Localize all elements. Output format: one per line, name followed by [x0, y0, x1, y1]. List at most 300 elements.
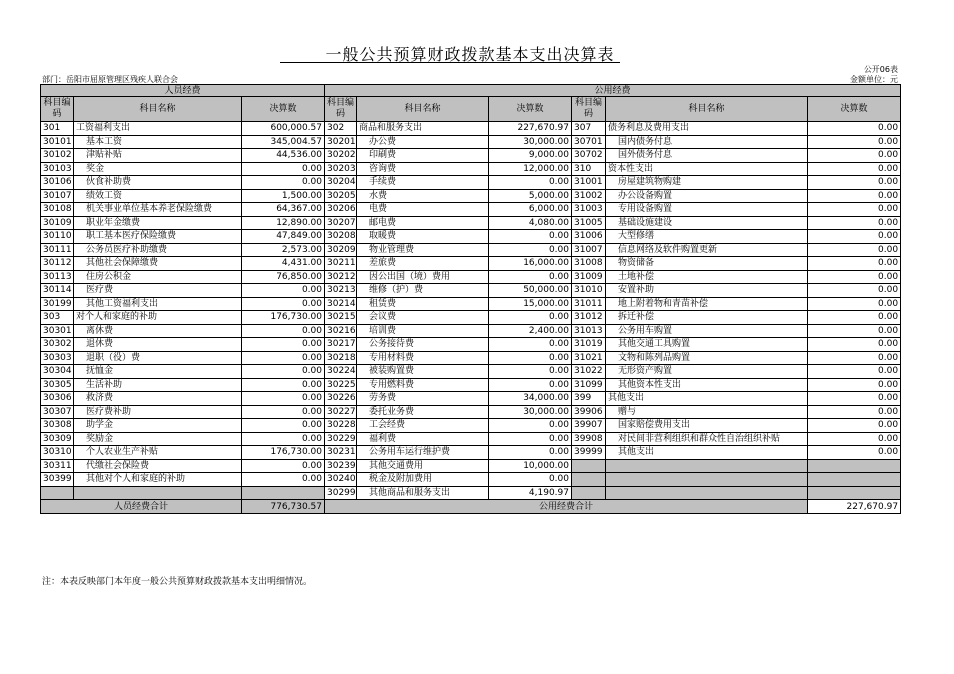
cell-code: 302 — [325, 122, 357, 136]
cell-name: 退休费 — [74, 338, 242, 352]
cell-amount: 0.00 — [489, 351, 572, 365]
cell-code: 30307 — [41, 405, 74, 419]
cell-code: 30110 — [41, 230, 74, 244]
cell-name: 基本工资 — [74, 135, 242, 149]
cell-amount: 0.00 — [242, 324, 325, 338]
cell-name: 公务用车运行维护费 — [357, 446, 489, 460]
cell-name: 对民间非营利组织和群众性自治组织补贴 — [606, 432, 808, 446]
cell-amount: 4,431.00 — [242, 257, 325, 271]
cell-name: 租赁费 — [357, 297, 489, 311]
cell-code: 30211 — [325, 257, 357, 271]
cell-amount: 0.00 — [489, 446, 572, 460]
table-row — [41, 230, 901, 244]
cell-code: 30208 — [325, 230, 357, 244]
cell-amount: 4,080.00 — [489, 216, 572, 230]
cell-code: 30228 — [325, 419, 357, 433]
cell-code: 30309 — [41, 432, 74, 446]
cell-code: 31099 — [572, 378, 606, 392]
cell-amount: 0.00 — [808, 216, 901, 230]
cell-name: 生活补助 — [74, 378, 242, 392]
cell-amount: 0.00 — [489, 432, 572, 446]
cell-amount: 1,500.00 — [242, 189, 325, 203]
cell-code: 31007 — [572, 243, 606, 257]
public-total-value: 227,670.97 — [808, 500, 901, 514]
cell-amount: 0.00 — [808, 203, 901, 217]
cell-amount: 0.00 — [489, 365, 572, 379]
cell-code: 30114 — [41, 284, 74, 298]
cell-amount: 0.00 — [489, 243, 572, 257]
cell-code — [572, 459, 606, 473]
cell-amount: 0.00 — [489, 473, 572, 487]
cell-name: 物业管理费 — [357, 243, 489, 257]
cell-amount: 10,000.00 — [489, 459, 572, 473]
cell-amount: 0.00 — [242, 338, 325, 352]
cell-name: 信息网络及软件购置更新 — [606, 243, 808, 257]
cell-code: 31019 — [572, 338, 606, 352]
cell-amount: 15,000.00 — [489, 297, 572, 311]
cell-amount: 76,850.00 — [242, 270, 325, 284]
cell-name: 其他商品和服务支出 — [357, 486, 489, 500]
cell-code: 30218 — [325, 351, 357, 365]
cell-amount: 0.00 — [242, 378, 325, 392]
cell-code: 31005 — [572, 216, 606, 230]
table-row — [41, 446, 901, 460]
cell-amount: 0.00 — [808, 135, 901, 149]
cell-name: 维修（护）费 — [357, 284, 489, 298]
cell-amount: 34,000.00 — [489, 392, 572, 406]
personnel-total-value: 776,730.57 — [242, 500, 325, 514]
cell-amount: 0.00 — [808, 149, 901, 163]
cell-amount: 16,000.00 — [489, 257, 572, 271]
cell-amount: 345,004.57 — [242, 135, 325, 149]
cell-code: 30113 — [41, 270, 74, 284]
cell-name: 国外债务付息 — [606, 149, 808, 163]
cell-amount: 0.00 — [808, 270, 901, 284]
cell-amount: 227,670.97 — [489, 122, 572, 136]
table-row — [41, 419, 901, 433]
cell-code: 30308 — [41, 419, 74, 433]
report-sheet — [40, 40, 900, 587]
cell-name: 大型修缮 — [606, 230, 808, 244]
cell-amount: 0.00 — [808, 338, 901, 352]
cell-name: 奖励金 — [74, 432, 242, 446]
cell-name: 因公出国（境）费用 — [357, 270, 489, 284]
cell-code: 30212 — [325, 270, 357, 284]
table-row — [41, 216, 901, 230]
table-row — [41, 270, 901, 284]
cell-name: 土地补偿 — [606, 270, 808, 284]
cell-name: 税金及附加费用 — [357, 473, 489, 487]
table-row — [41, 459, 901, 473]
table-row — [41, 149, 901, 163]
header-code: 科目编码 — [325, 97, 357, 122]
table-row — [41, 351, 901, 365]
header-code: 科目编码 — [41, 97, 74, 122]
cell-name: 医疗费补助 — [74, 405, 242, 419]
cell-name: 国家赔偿费用支出 — [606, 419, 808, 433]
table-row — [41, 203, 901, 217]
cell-name: 其他对个人和家庭的补助 — [74, 473, 242, 487]
table-row — [41, 338, 901, 352]
cell-code: 30109 — [41, 216, 74, 230]
totals-row — [41, 500, 901, 514]
cell-amount: 0.00 — [489, 230, 572, 244]
cell-code: 30205 — [325, 189, 357, 203]
cell-code: 307 — [572, 122, 606, 136]
cell-amount: 0.00 — [242, 365, 325, 379]
cell-code: 30240 — [325, 473, 357, 487]
form-code: 公开06表 — [863, 65, 898, 74]
cell-amount: 0.00 — [808, 230, 901, 244]
cell-code: 31010 — [572, 284, 606, 298]
cell-amount: 0.00 — [808, 378, 901, 392]
amount-unit: 金额单位：元 — [850, 75, 898, 84]
cell-code: 30203 — [325, 162, 357, 176]
cell-name: 电费 — [357, 203, 489, 217]
cell-name: 国内债务付息 — [606, 135, 808, 149]
cell-name: 对个人和家庭的补助 — [74, 311, 242, 325]
cell-code: 30227 — [325, 405, 357, 419]
cell-amount: 2,573.00 — [242, 243, 325, 257]
cell-name: 文物和陈列品购置 — [606, 351, 808, 365]
cell-name: 其他社会保障缴费 — [74, 257, 242, 271]
table-row — [41, 432, 901, 446]
cell-amount: 0.00 — [242, 284, 325, 298]
cell-name: 工资福利支出 — [74, 122, 242, 136]
cell-amount: 64,367.00 — [242, 203, 325, 217]
table-row — [41, 486, 901, 500]
cell-code: 30214 — [325, 297, 357, 311]
cell-amount: 0.00 — [242, 432, 325, 446]
cell-amount: 0.00 — [489, 338, 572, 352]
cell-name: 印刷费 — [357, 149, 489, 163]
cell-amount: 0.00 — [808, 297, 901, 311]
cell-code: 30106 — [41, 176, 74, 190]
cell-amount: 0.00 — [808, 311, 901, 325]
cell-code: 30399 — [41, 473, 74, 487]
cell-amount: 0.00 — [808, 176, 901, 190]
cell-amount: 50,000.00 — [489, 284, 572, 298]
cell-code: 310 — [572, 162, 606, 176]
cell-code: 30225 — [325, 378, 357, 392]
cell-code: 30302 — [41, 338, 74, 352]
cell-name: 地上附着物和青苗补偿 — [606, 297, 808, 311]
cell-amount: 600,000.57 — [242, 122, 325, 136]
cell-amount: 0.00 — [808, 405, 901, 419]
cell-name: 其他交通工具购置 — [606, 338, 808, 352]
cell-amount: 44,536.00 — [242, 149, 325, 163]
cell-amount: 0.00 — [808, 324, 901, 338]
cell-code: 31001 — [572, 176, 606, 190]
cell-name: 商品和服务支出 — [357, 122, 489, 136]
cell-code: 39907 — [572, 419, 606, 433]
cell-code: 30215 — [325, 311, 357, 325]
cell-code: 30201 — [325, 135, 357, 149]
table-row — [41, 189, 901, 203]
cell-name: 个人农业生产补贴 — [74, 446, 242, 460]
cell-name: 办公设备购置 — [606, 189, 808, 203]
cell-name: 取暖费 — [357, 230, 489, 244]
cell-code: 30101 — [41, 135, 74, 149]
cell-code: 30229 — [325, 432, 357, 446]
cell-code: 31022 — [572, 365, 606, 379]
cell-name: 基础设施建设 — [606, 216, 808, 230]
cell-code: 30231 — [325, 446, 357, 460]
table-row — [41, 311, 901, 325]
cell-code: 30216 — [325, 324, 357, 338]
cell-code: 30310 — [41, 446, 74, 460]
cell-code: 30311 — [41, 459, 74, 473]
cell-name: 职业年金缴费 — [74, 216, 242, 230]
cell-name: 咨询费 — [357, 162, 489, 176]
cell-code: 30111 — [41, 243, 74, 257]
cell-name: 绩效工资 — [74, 189, 242, 203]
cell-name: 债务利息及费用支出 — [606, 122, 808, 136]
cell-amount: 0.00 — [808, 122, 901, 136]
cell-name: 离休费 — [74, 324, 242, 338]
cell-code: 30112 — [41, 257, 74, 271]
header-code: 科目编码 — [572, 97, 606, 122]
cell-name: 其他支出 — [606, 392, 808, 406]
cell-code: 301 — [41, 122, 74, 136]
cell-amount: 0.00 — [808, 189, 901, 203]
cell-name: 助学金 — [74, 419, 242, 433]
cell-name: 专用燃料费 — [357, 378, 489, 392]
table-row — [41, 473, 901, 487]
cell-amount — [242, 486, 325, 500]
table-row — [41, 378, 901, 392]
cell-name: 赠与 — [606, 405, 808, 419]
cell-amount: 0.00 — [489, 419, 572, 433]
cell-name: 办公费 — [357, 135, 489, 149]
cell-code: 31021 — [572, 351, 606, 365]
cell-name: 无形资产购置 — [606, 365, 808, 379]
cell-code: 30213 — [325, 284, 357, 298]
cell-code: 31006 — [572, 230, 606, 244]
cell-name: 医疗费 — [74, 284, 242, 298]
cell-amount: 0.00 — [242, 405, 325, 419]
cell-amount: 0.00 — [808, 446, 901, 460]
section-personnel: 人员经费 — [41, 85, 325, 97]
cell-amount: 0.00 — [242, 419, 325, 433]
table-row — [41, 162, 901, 176]
cell-code: 30102 — [41, 149, 74, 163]
cell-amount: 5,000.00 — [489, 189, 572, 203]
cell-code: 31013 — [572, 324, 606, 338]
cell-code: 30207 — [325, 216, 357, 230]
title-underline — [280, 62, 620, 63]
cell-name: 救济费 — [74, 392, 242, 406]
cell-amount: 0.00 — [808, 162, 901, 176]
table-row — [41, 324, 901, 338]
report-title: 一般公共预算财政拨款基本支出决算表 — [325, 45, 615, 64]
cell-name: 退职（役）费 — [74, 351, 242, 365]
cell-name: 资本性支出 — [606, 162, 808, 176]
cell-name: 公务用车购置 — [606, 324, 808, 338]
cell-name — [74, 486, 242, 500]
cell-name: 住房公积金 — [74, 270, 242, 284]
header-name: 科目名称 — [606, 97, 808, 122]
cell-amount: 47,849.00 — [242, 230, 325, 244]
cell-amount: 0.00 — [489, 270, 572, 284]
table-row — [41, 135, 901, 149]
cell-amount: 9,000.00 — [489, 149, 572, 163]
cell-name: 水费 — [357, 189, 489, 203]
cell-amount: 2,400.00 — [489, 324, 572, 338]
cell-code: 30226 — [325, 392, 357, 406]
cell-name: 津贴补贴 — [74, 149, 242, 163]
cell-code — [572, 473, 606, 487]
cell-name: 工会经费 — [357, 419, 489, 433]
table-row — [41, 365, 901, 379]
cell-name: 专用设备购置 — [606, 203, 808, 217]
cell-name: 手续费 — [357, 176, 489, 190]
table-row — [41, 392, 901, 406]
cell-amount: 0.00 — [242, 473, 325, 487]
expenditure-table — [40, 84, 901, 514]
cell-code: 30204 — [325, 176, 357, 190]
cell-amount: 4,190.97 — [489, 486, 572, 500]
cell-name: 房屋建筑物购建 — [606, 176, 808, 190]
cell-code: 30304 — [41, 365, 74, 379]
cell-amount: 12,000.00 — [489, 162, 572, 176]
cell-name: 会议费 — [357, 311, 489, 325]
cell-code: 30107 — [41, 189, 74, 203]
cell-code: 30303 — [41, 351, 74, 365]
cell-code: 31008 — [572, 257, 606, 271]
cell-name: 其他交通费用 — [357, 459, 489, 473]
cell-name: 培训费 — [357, 324, 489, 338]
public-total-label: 公用经费合计 — [325, 500, 808, 514]
cell-amount: 30,000.00 — [489, 135, 572, 149]
cell-code: 39908 — [572, 432, 606, 446]
cell-amount: 0.00 — [808, 351, 901, 365]
table-row — [41, 176, 901, 190]
cell-amount: 0.00 — [242, 392, 325, 406]
cell-code: 31009 — [572, 270, 606, 284]
cell-code: 31012 — [572, 311, 606, 325]
personnel-total-label: 人员经费合计 — [41, 500, 242, 514]
cell-name: 公务员医疗补助缴费 — [74, 243, 242, 257]
cell-amount: 0.00 — [808, 284, 901, 298]
header-amount: 决算数 — [808, 97, 901, 122]
cell-code: 30199 — [41, 297, 74, 311]
cell-amount: 0.00 — [808, 365, 901, 379]
table-row — [41, 284, 901, 298]
cell-amount: 12,890.00 — [242, 216, 325, 230]
footnote: 注：本表反映部门本年度一般公共预算财政拨款基本支出明细情况。 — [42, 577, 313, 587]
cell-code: 31003 — [572, 203, 606, 217]
table-row — [41, 243, 901, 257]
cell-name: 抚恤金 — [74, 365, 242, 379]
cell-amount: 0.00 — [242, 351, 325, 365]
cell-name: 公务接待费 — [357, 338, 489, 352]
cell-name: 福利费 — [357, 432, 489, 446]
table-row — [41, 297, 901, 311]
cell-name: 机关事业单位基本养老保险缴费 — [74, 203, 242, 217]
header-name: 科目名称 — [357, 97, 489, 122]
cell-code: 30209 — [325, 243, 357, 257]
cell-code: 39999 — [572, 446, 606, 460]
table-row — [41, 405, 901, 419]
cell-name: 劳务费 — [357, 392, 489, 406]
cell-code: 30108 — [41, 203, 74, 217]
cell-name: 专用材料费 — [357, 351, 489, 365]
cell-amount: 176,730.00 — [242, 446, 325, 460]
cell-name: 委托业务费 — [357, 405, 489, 419]
cell-amount: 0.00 — [242, 176, 325, 190]
cell-code: 30701 — [572, 135, 606, 149]
cell-name — [606, 486, 808, 500]
cell-name: 职工基本医疗保险缴费 — [74, 230, 242, 244]
cell-code: 30306 — [41, 392, 74, 406]
section-public: 公用经费 — [325, 85, 901, 97]
cell-code: 399 — [572, 392, 606, 406]
cell-amount: 0.00 — [242, 459, 325, 473]
table-row — [41, 257, 901, 271]
cell-amount: 0.00 — [808, 419, 901, 433]
cell-amount: 0.00 — [808, 243, 901, 257]
cell-name: 代缴社会保险费 — [74, 459, 242, 473]
header-amount: 决算数 — [489, 97, 572, 122]
cell-code: 30202 — [325, 149, 357, 163]
cell-code: 30217 — [325, 338, 357, 352]
cell-name: 其他工资福利支出 — [74, 297, 242, 311]
cell-code — [572, 486, 606, 500]
cell-amount: 30,000.00 — [489, 405, 572, 419]
cell-name: 奖金 — [74, 162, 242, 176]
department-label: 部门：岳阳市屈原管理区残疾人联合会 — [42, 75, 178, 84]
cell-name: 被装购置费 — [357, 365, 489, 379]
cell-amount: 0.00 — [489, 176, 572, 190]
cell-amount: 0.00 — [489, 378, 572, 392]
cell-code: 30239 — [325, 459, 357, 473]
cell-code: 30206 — [325, 203, 357, 217]
cell-name: 其他资本性支出 — [606, 378, 808, 392]
cell-name: 伙食补助费 — [74, 176, 242, 190]
header-amount: 决算数 — [242, 97, 325, 122]
cell-amount: 0.00 — [242, 162, 325, 176]
cell-code: 30305 — [41, 378, 74, 392]
cell-amount — [808, 486, 901, 500]
cell-code: 31002 — [572, 189, 606, 203]
cell-code: 303 — [41, 311, 74, 325]
cell-code — [41, 486, 74, 500]
table-row — [41, 122, 901, 136]
cell-code: 30224 — [325, 365, 357, 379]
cell-code: 30103 — [41, 162, 74, 176]
cell-name — [606, 473, 808, 487]
cell-amount: 0.00 — [808, 432, 901, 446]
cell-name: 邮电费 — [357, 216, 489, 230]
cell-amount: 6,000.00 — [489, 203, 572, 217]
cell-name — [606, 459, 808, 473]
cell-name: 其他支出 — [606, 446, 808, 460]
cell-name: 物资储备 — [606, 257, 808, 271]
cell-amount: 0.00 — [242, 297, 325, 311]
cell-code: 39906 — [572, 405, 606, 419]
cell-amount: 0.00 — [489, 311, 572, 325]
cell-amount — [808, 473, 901, 487]
cell-amount: 0.00 — [808, 257, 901, 271]
cell-code: 30301 — [41, 324, 74, 338]
cell-name: 拆迁补偿 — [606, 311, 808, 325]
header-name: 科目名称 — [74, 97, 242, 122]
cell-amount — [808, 459, 901, 473]
cell-amount: 176,730.00 — [242, 311, 325, 325]
cell-name: 安置补助 — [606, 284, 808, 298]
cell-code: 30299 — [325, 486, 357, 500]
